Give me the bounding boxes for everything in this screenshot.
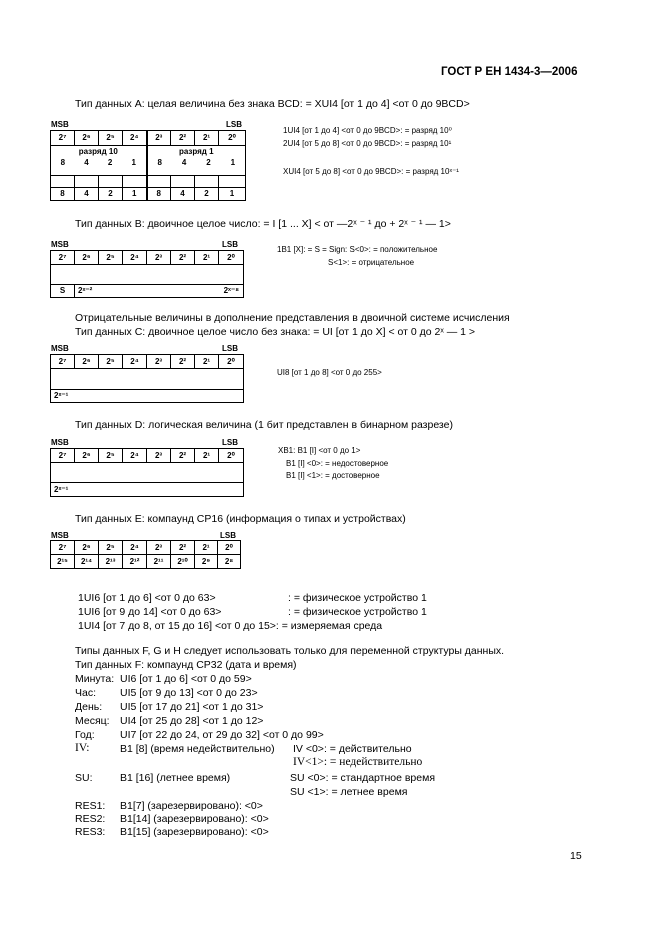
type-d-bottom-label: 2ˣ⁻¹ [54,484,69,494]
bit-cell: 2³ [147,251,171,265]
weight: 8 [157,158,162,167]
type-c-bit-table [50,354,244,403]
su-1: SU <1>: = летнее время [290,786,408,798]
bit-cell: 2¹⁵ [51,555,75,569]
type-c-bottom-cell [51,390,244,403]
bit-cell: 2⁶ [75,131,99,146]
bit-cell: 2⁶ [75,251,99,265]
type-b-bottom-row [51,285,244,298]
document-header: ГОСТ Р ЕН 1434-3—2006 [441,66,578,78]
empty-cell [171,176,195,188]
type-a-title: Тип данных А: целая величина без знака BCD: = XUI4 [от 1 до 4] <от 0 до 9BCD> [75,98,470,110]
type-c-lsb: LSB [222,344,238,353]
type-d-note-2: B1 [I] <0>: = недостоверное [286,459,389,468]
digit-1-cell [147,146,246,176]
weight-cell: 2 [195,188,219,201]
res-value: B1[14] (зарезервировано): <0> [120,813,269,825]
field-value: UI5 [от 9 до 13] <от 0 до 23> [120,687,258,699]
bit-cell: 2⁴ [123,449,147,463]
type-b-lsb: LSB [222,240,238,249]
type-e-def-2-right: : = физическое устройство 1 [288,606,427,618]
su-0: SU <0>: = стандартное время [290,772,436,784]
digit-10-label: разряд 10 [78,147,118,156]
res-label: RES3: [75,826,106,838]
bit-cell: 2⁵ [99,131,123,146]
type-c-msb: MSB [51,344,69,353]
type-a-note-3: XUI4 [от 5 до 8] <от 0 до 9BCD>: = разряд 10ˣ⁻¹ [283,167,459,176]
type-a-note-1: 1UI4 [от 1 до 4] <от 0 до 9BCD>: = разряд 10⁰ [283,126,452,135]
bit-cell: 2⁷ [51,355,75,369]
type-d-empty-row [51,463,244,483]
weight: 1 [230,158,236,167]
type-e-def-3: 1UI4 [от 7 до 8, от 15 до 16] <от 0 до 15>: = измеряемая среда [78,620,383,632]
bit-cell: 2⁴ [123,355,147,369]
bit-cell: 2⁵ [99,541,123,555]
res-value: B1[7] (зарезервировано): <0> [120,800,263,812]
bit-cell: 2⁴ [123,131,147,146]
bit-cell: 2⁷ [51,449,75,463]
field-label: Минута: [75,673,115,685]
bit-cell: 2¹ [195,449,219,463]
sign-cell: S [51,285,75,298]
type-a-bit-table [50,130,246,201]
type-d-lsb: LSB [222,438,238,447]
type-c-note: UI8 [от 1 до 8] <от 0 до 255> [277,368,382,377]
type-a-bit-row [51,131,246,146]
type-e-title: Тип данных Е: компаунд СР16 (информация о типах и устройствах) [75,513,406,525]
weight-cell: 1 [219,188,246,201]
iv-value: B1 [8] (время недействительно) [120,743,275,755]
type-c-bottom-label: 2ˣ⁻¹ [54,391,69,400]
bit-cell: 2¹³ [99,555,123,569]
type-d-msb: MSB [51,438,69,447]
type-c-bit-row [51,355,244,369]
magnitude-high: 2ˣ⁻⁸ [223,286,239,295]
type-e-lsb: LSB [220,531,236,540]
empty-cell [219,176,246,188]
field-label: Год: [75,729,95,741]
type-d-bit-table [50,448,244,497]
res-label: RES2: [75,813,106,825]
weight-cell: 1 [123,188,147,201]
bit-cell: 2⁶ [75,449,99,463]
type-e-msb: MSB [51,531,69,540]
weight: 2 [107,158,113,167]
type-c-empty-row [51,369,244,390]
type-e-def-1-right: : = физическое устройство 1 [288,592,427,604]
empty-cell [147,176,171,188]
bit-cell: 2² [171,131,195,146]
page-number: 15 [570,850,582,862]
bit-cell: 2² [171,251,195,265]
bit-cell: 2¹ [195,251,219,265]
empty-cell [51,463,244,483]
bit-cell: 2⁴ [123,541,147,555]
weight-cell: 8 [147,188,171,201]
iv-label: IV: [75,742,90,754]
type-d-title: Тип данных D: логическая величина (1 бит представлен в бинарном разрезе) [75,419,453,431]
bit-cell: 2⁰ [219,251,244,265]
bit-cell: 2⁰ [219,355,244,369]
type-a-empty-row [51,176,246,188]
type-e-def-1-left: 1UI6 [от 1 до 6] <от 0 до 63> [78,592,216,604]
type-d-bottom-cell [51,483,244,497]
type-a-note-2: 2UI4 [от 5 до 8] <от 0 до 9BCD>: = разряд 10¹ [283,139,452,148]
type-a-lsb: LSB [226,120,242,129]
bit-cell: 2⁰ [218,541,241,555]
type-b-title: Тип данных В: двоичное целое число: = I [1 ... X] < от —2ˣ ⁻ ¹ до + 2ˣ ⁻ ¹ — 1> [75,218,451,230]
type-d-note-3: B1 [I] <1>: = достоверное [286,471,380,480]
type-a-msb: MSB [51,120,69,129]
bit-cell: 2¹⁰ [171,555,195,569]
type-b-bit-table [50,250,244,298]
bit-cell: 2¹ [195,355,219,369]
weight-cell: 8 [51,188,75,201]
weight: 4 [84,158,89,167]
type-f-title: Тип данных F: компаунд СР32 (дата и время) [75,659,297,671]
type-a-digit-row [51,146,246,176]
field-label: Месяц: [75,715,110,727]
bit-cell: 2⁴ [123,251,147,265]
weight-cell: 4 [171,188,195,201]
digit-10-weights [51,159,146,167]
bit-cell: 2⁶ [75,355,99,369]
type-b-msb: MSB [51,240,69,249]
type-d-note-1: XB1: B1 [I] <от 0 до 1> [278,446,361,455]
field-label: Час: [75,687,97,699]
bit-cell: 2⁰ [219,449,244,463]
bit-cell: 2⁵ [99,355,123,369]
res-label: RES1: [75,800,106,812]
bit-cell: 2¹⁴ [75,555,99,569]
magnitude-low: 2ˣ⁻² [78,286,93,295]
bit-cell: 2³ [147,541,171,555]
type-e-high-row [51,555,241,569]
bit-cell: 2⁵ [99,251,123,265]
type-d-bottom-row [51,483,244,497]
weight: 2 [206,158,211,167]
iv-0: IV <0>: = действительно [293,743,412,755]
bit-cell: 2⁹ [195,555,218,569]
type-b-note-2: S<1>: = отрицательное [328,258,415,267]
bit-cell: 2¹ [195,541,218,555]
type-c-pre: Отрицательные величины в дополнение представления в двоичной системе исчисления [75,312,510,324]
bit-cell: 2² [171,541,195,555]
digit-10-cell [51,146,147,176]
type-c-bottom-row [51,390,244,403]
bit-cell: 2⁷ [51,131,75,146]
empty-cell [51,176,75,188]
bit-cell: 2⁸ [218,555,241,569]
type-a-weight-row [51,188,246,201]
bit-cell: 2² [171,449,195,463]
field-value: UI4 [от 25 до 28] <от 1 до 12> [120,715,264,727]
magnitude-cell [75,285,244,298]
bit-cell: 2¹ [195,131,219,146]
empty-cell [51,369,244,390]
type-b-bit-row [51,251,244,265]
digit-1-label: разряд 1 [178,147,214,156]
iv-1: IV<1>: = недействительно [293,756,423,768]
digit-1-weights [148,159,246,167]
bit-cell: 2⁰ [219,131,246,146]
type-e-bit-table [50,540,241,569]
type-b-empty-row [51,265,244,285]
empty-cell [123,176,147,188]
bit-cell: 2² [171,355,195,369]
empty-cell [195,176,219,188]
bit-cell: 2¹² [123,555,147,569]
field-value: UI6 [от 1 до 6] <от 0 до 59> [120,673,252,685]
type-f-intro: Типы данных F, G и Н следует использовать только для переменной структуры данных. [75,645,505,657]
res-value: B1[15] (зарезервировано): <0> [120,826,269,838]
field-value: UI7 [от 22 до 24, от 29 до 32] <от 0 до 99> [120,729,324,741]
type-d-bit-row [51,449,244,463]
weight-cell: 2 [99,188,123,201]
bit-cell: 2⁷ [51,251,75,265]
field-label: День: [75,701,103,713]
bit-cell: 2⁷ [51,541,75,555]
bit-cell: 2⁶ [75,541,99,555]
empty-cell [75,176,99,188]
bit-cell: 2³ [147,355,171,369]
weight: 4 [181,158,187,167]
weight: 1 [131,158,136,167]
type-b-note-1: 1В1 [X]: = S = Sign: S<0>: = положительное [277,245,438,254]
bit-cell: 2¹¹ [147,555,171,569]
weight: 8 [60,158,66,167]
type-c-title: Тип данных С: двоичное целое число без знака: = UI [от 1 до X] < от 0 до 2ˣ — 1 > [75,326,476,338]
bit-cell: 2³ [147,449,171,463]
type-e-low-row [51,541,241,555]
su-value: B1 [16] (летнее время) [120,772,231,784]
bit-cell: 2⁵ [99,449,123,463]
empty-cell [99,176,123,188]
su-label: SU: [75,772,93,784]
empty-cell [51,265,244,285]
field-value: UI5 [от 17 до 21] <от 1 до 31> [120,701,264,713]
bit-cell: 2³ [147,131,171,146]
weight-cell: 4 [75,188,99,201]
type-e-def-2-left: 1UI6 [от 9 до 14] <от 0 до 63> [78,606,222,618]
